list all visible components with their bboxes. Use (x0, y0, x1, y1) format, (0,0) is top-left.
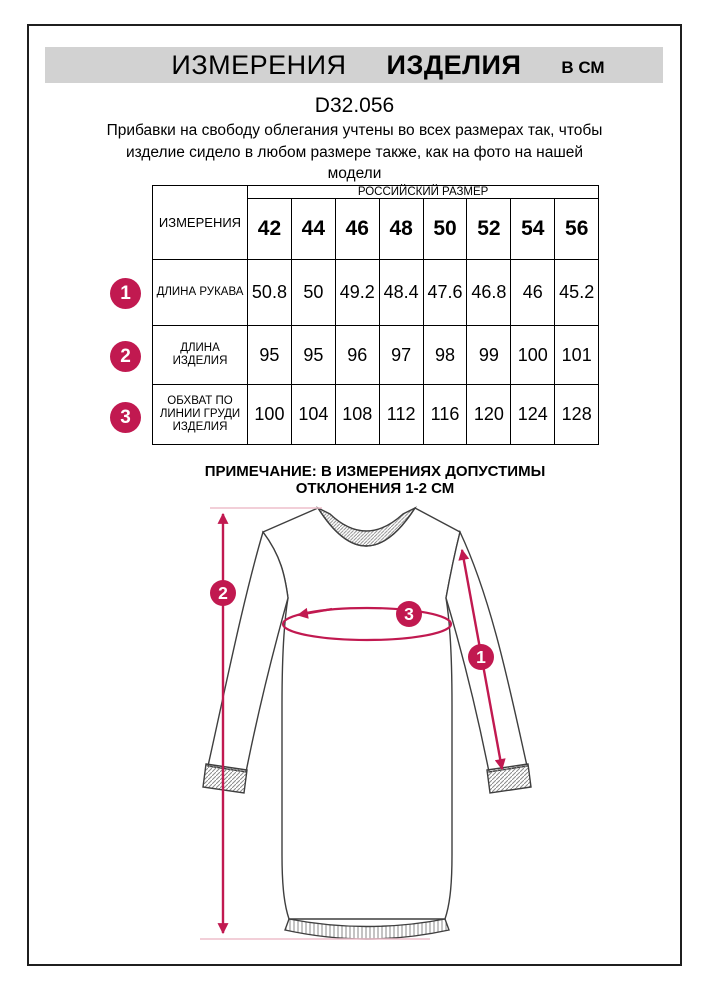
size-group-header: РОССИЙСКИЙ РАЗМЕР (248, 186, 599, 199)
row-label-line: ИЗДЕЛИЯ (172, 355, 228, 367)
value-cell: 100 (248, 385, 292, 445)
size-header: 50 (423, 199, 467, 260)
description-line: модели (327, 165, 382, 182)
value-cell: 50.8 (248, 260, 292, 326)
value-cell: 50 (291, 260, 335, 326)
size-header: 52 (467, 199, 511, 260)
size-header: 56 (555, 199, 599, 260)
value-cell: 98 (423, 326, 467, 385)
title-measurements: ИЗМЕРЕНИЯ (171, 49, 347, 80)
value-cell: 95 (248, 326, 292, 385)
size-header: 42 (248, 199, 292, 260)
value-cell: 47.6 (423, 260, 467, 326)
size-header: 44 (291, 199, 335, 260)
value-cell: 100 (511, 326, 555, 385)
article-number: D32.056 (314, 94, 395, 117)
garment-hem-band (285, 919, 449, 939)
value-cell: 96 (335, 326, 379, 385)
diagram-marker-3: 3 (404, 604, 414, 624)
value-cell: 116 (423, 385, 467, 445)
description-line: Прибавки на свободу облегания учтены во всех размерах так, чтобы (106, 122, 603, 139)
row-label-line: ДЛИНА РУКАВА (156, 286, 244, 298)
value-cell: 104 (291, 385, 335, 445)
value-cell: 97 (379, 326, 423, 385)
value-cell: 128 (555, 385, 599, 445)
value-cell: 99 (467, 326, 511, 385)
tolerance-note: ПРИМЕЧАНИЕ: В ИЗМЕРЕНИЯХ ДОПУСТИМЫ ОТКЛОНЕНИЯ 1-2 СМ (204, 463, 546, 497)
row-label-line: ИЗДЕЛИЯ (172, 421, 228, 433)
garment-left-cuff (203, 764, 247, 793)
value-cell: 49.2 (335, 260, 379, 326)
value-cell: 120 (467, 385, 511, 445)
garment-right-cuff (487, 764, 531, 793)
value-cell: 48.4 (379, 260, 423, 326)
row-marker-1: 1 (110, 278, 141, 309)
value-cell: 46.8 (467, 260, 511, 326)
row-marker-3: 3 (110, 402, 141, 433)
diagram-marker-2: 2 (218, 583, 228, 603)
size-header: 46 (335, 199, 379, 260)
description-line: изделие сидело в любом размере также, как на фото на нашей (125, 143, 584, 161)
value-cell: 101 (555, 326, 599, 385)
title-unit: В СМ (561, 58, 605, 77)
size-header: 54 (511, 199, 555, 260)
row-marker-2: 2 (110, 341, 141, 372)
value-cell: 108 (335, 385, 379, 445)
garment-left-sleeve (208, 532, 288, 772)
table-corner-header: ИЗМЕРЕНИЯ (153, 186, 248, 260)
row-label-line: ОБХВАТ ПО (167, 395, 233, 407)
garment-outline (203, 508, 531, 939)
value-cell: 112 (379, 385, 423, 445)
value-cell: 124 (511, 385, 555, 445)
row-label-line: ДЛИНА (180, 342, 220, 354)
title-product: ИЗДЕЛИЯ (386, 49, 522, 80)
garment-body (263, 508, 460, 919)
row-label-line: ЛИНИИ ГРУДИ (159, 408, 241, 420)
diagram-marker-1: 1 (476, 647, 486, 667)
size-header: 48 (379, 199, 423, 260)
value-cell: 95 (291, 326, 335, 385)
value-cell: 45.2 (555, 260, 599, 326)
value-cell: 46 (511, 260, 555, 326)
